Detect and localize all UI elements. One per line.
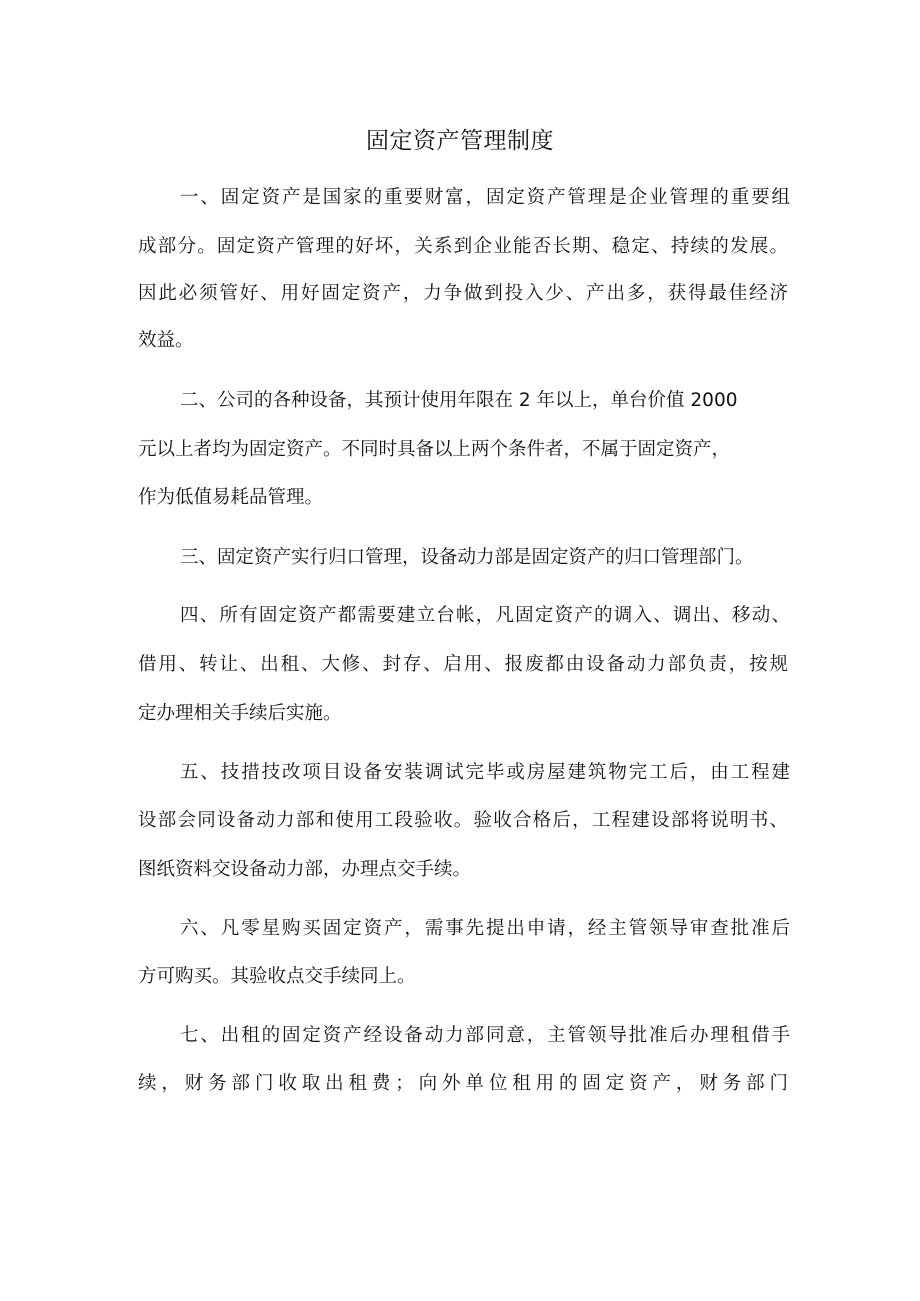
paragraph-line: 四、所有固定资产都需要建立台帐，凡固定资产的调入、调出、移动、 bbox=[180, 605, 790, 626]
paragraph-line: 效益。 bbox=[138, 330, 194, 351]
paragraph-line: 成部分。固定资产管理的好坏，关系到企业能否长期、稳定、持续的发展。 bbox=[138, 236, 788, 257]
paragraph-line: 借用、转让、出租、大修、封存、启用、报废都由设备动力部负责，按规 bbox=[138, 654, 788, 675]
paragraph-line: 三、固定资产实行归口管理，设备动力部是固定资产的归口管理部门。 bbox=[180, 547, 754, 568]
paragraph-line: 二、公司的各种设备，其预计使用年限在 2 年以上，单台价值 2000 bbox=[180, 390, 738, 411]
paragraph-line: 五、技措技改项目设备安装调试完毕或房屋建筑物完工后，由工程建 bbox=[180, 762, 790, 783]
paragraph-line: 因此必须管好、用好固定资产，力争做到投入少、产出多，获得最佳经济 bbox=[138, 283, 788, 304]
paragraph-line: 六、凡零星购买固定资产，需事先提出申请，经主管领导审查批准后 bbox=[180, 918, 790, 939]
paragraph-line: 元以上者均为固定资产。不同时具备以上两个条件者，不属于固定资产， bbox=[138, 439, 731, 460]
paragraph-line: 设部会同设备动力部和使用工段验收。验收合格后，工程建设部将说明书、 bbox=[138, 810, 788, 831]
document-title: 固定资产管理制度 bbox=[366, 128, 554, 154]
paragraph-line: 定办理相关手续后实施。 bbox=[138, 703, 342, 724]
paragraph-line: 作为低值易耗品管理。 bbox=[138, 487, 324, 508]
paragraph-line: 续，财务部门收取出租费；向外单位租用的固定资产，财务部门 bbox=[138, 1073, 788, 1094]
paragraph-line: 一、固定资产是国家的重要财富，固定资产管理是企业管理的重要组 bbox=[180, 187, 790, 208]
paragraph-line: 图纸资料交设备动力部，办理点交手续。 bbox=[138, 859, 472, 880]
paragraph-line: 方可购买。其验收点交手续同上。 bbox=[138, 966, 416, 987]
paragraph-line: 七、出租的固定资产经设备动力部同意，主管领导批准后办理租借手 bbox=[180, 1025, 790, 1046]
